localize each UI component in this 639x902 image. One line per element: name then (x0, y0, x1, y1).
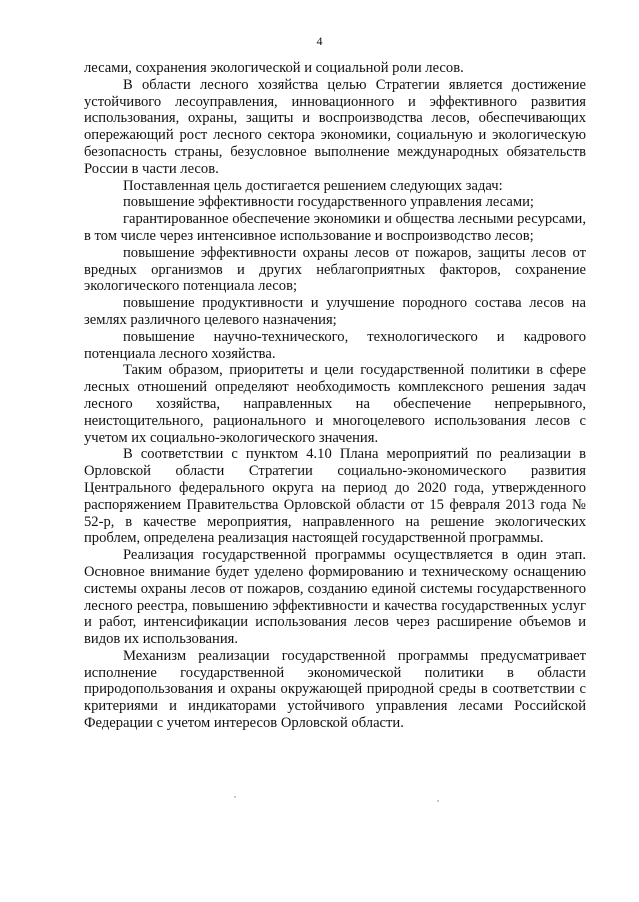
paragraph-2: В области лесного хозяйства целью Стратегии является достижение устойчивого лесоуправления, инновационного и эффективного развития использования, охраны, защиты и воспроизводства лесов, обеспечивающих опережающий рост лесного сектора экономики, социальную и экологическую безопасность страны, безусловное выполнение международных обязательств России в части лесов. (84, 76, 586, 177)
paragraph-5: гарантированное обеспечение экономики и общества лесными ресурсами, в том числе через интенсивное использование и воспроизводство лесов; (84, 211, 586, 244)
paragraph-4: повышение эффективности государственного управления лесами; (123, 194, 534, 211)
paragraph-7: повышение продуктивности и улучшение породного состава лесов на землях различного целевого назначения; (84, 295, 586, 328)
paragraph-1: лесами, сохранения экологической и социальной роли лесов. (84, 60, 464, 76)
paragraph-6: повышение эффективности охраны лесов от пожаров, защиты лесов от вредных организмов и других неблагоприятных факторов, сохранение экологического потенциала лесов; (84, 244, 586, 295)
paragraph-10: В соответствии с пунктом 4.10 Плана мероприятий по реализации в Орловской области Стратегии социально-экономического развития Центрального федерального округа на период до 2020 года, утвержденного распоряжением Правительства Орловской области от 15 февраля 2013 года № 52-р, в качестве мероприятия, направленного на решение экологических проблем, определена реализация настоящей государственной программы. (84, 446, 586, 547)
scan-speck (234, 796, 236, 798)
page-number: 4 (316, 34, 323, 48)
paragraph-11: Реализация государственной программы осуществляется в один этап. Основное внимание будет уделено формированию и техническому оснащению системы охраны лесов от пожаров, созданию единой системы государственного лесного реестра, повышению эффективности и качества государственных услуг и работ, интенсификации использования лесов через расширение объемов и видов их использования. (84, 547, 586, 648)
document-body (84, 60, 586, 732)
paragraph-12: Механизм реализации государственной программы предусматривает исполнение государственной экономической политики в области природопользования и охраны окружающей природной среды в соответствии с критериями и индикаторами устойчивого управления лесами Российской Федерации с учетом интересов Орловской области. (84, 647, 586, 732)
paragraph-3: Поставленная цель достигается решением следующих задач: (123, 177, 503, 194)
scan-speck (437, 800, 439, 802)
paragraph-8: повышение научно-технического, технологического и кадрового потенциала лесного хозяйства. (84, 328, 586, 362)
paragraph-9: Таким образом, приоритеты и цели государственной политики в сфере лесных отношений определяют необходимость комплексного решения задач лесного хозяйства, направленных на обеспечение непрерывного, неистощительного, рационального и многоцелевого использования лесов с учетом их социально-экологического значения. (84, 362, 586, 446)
